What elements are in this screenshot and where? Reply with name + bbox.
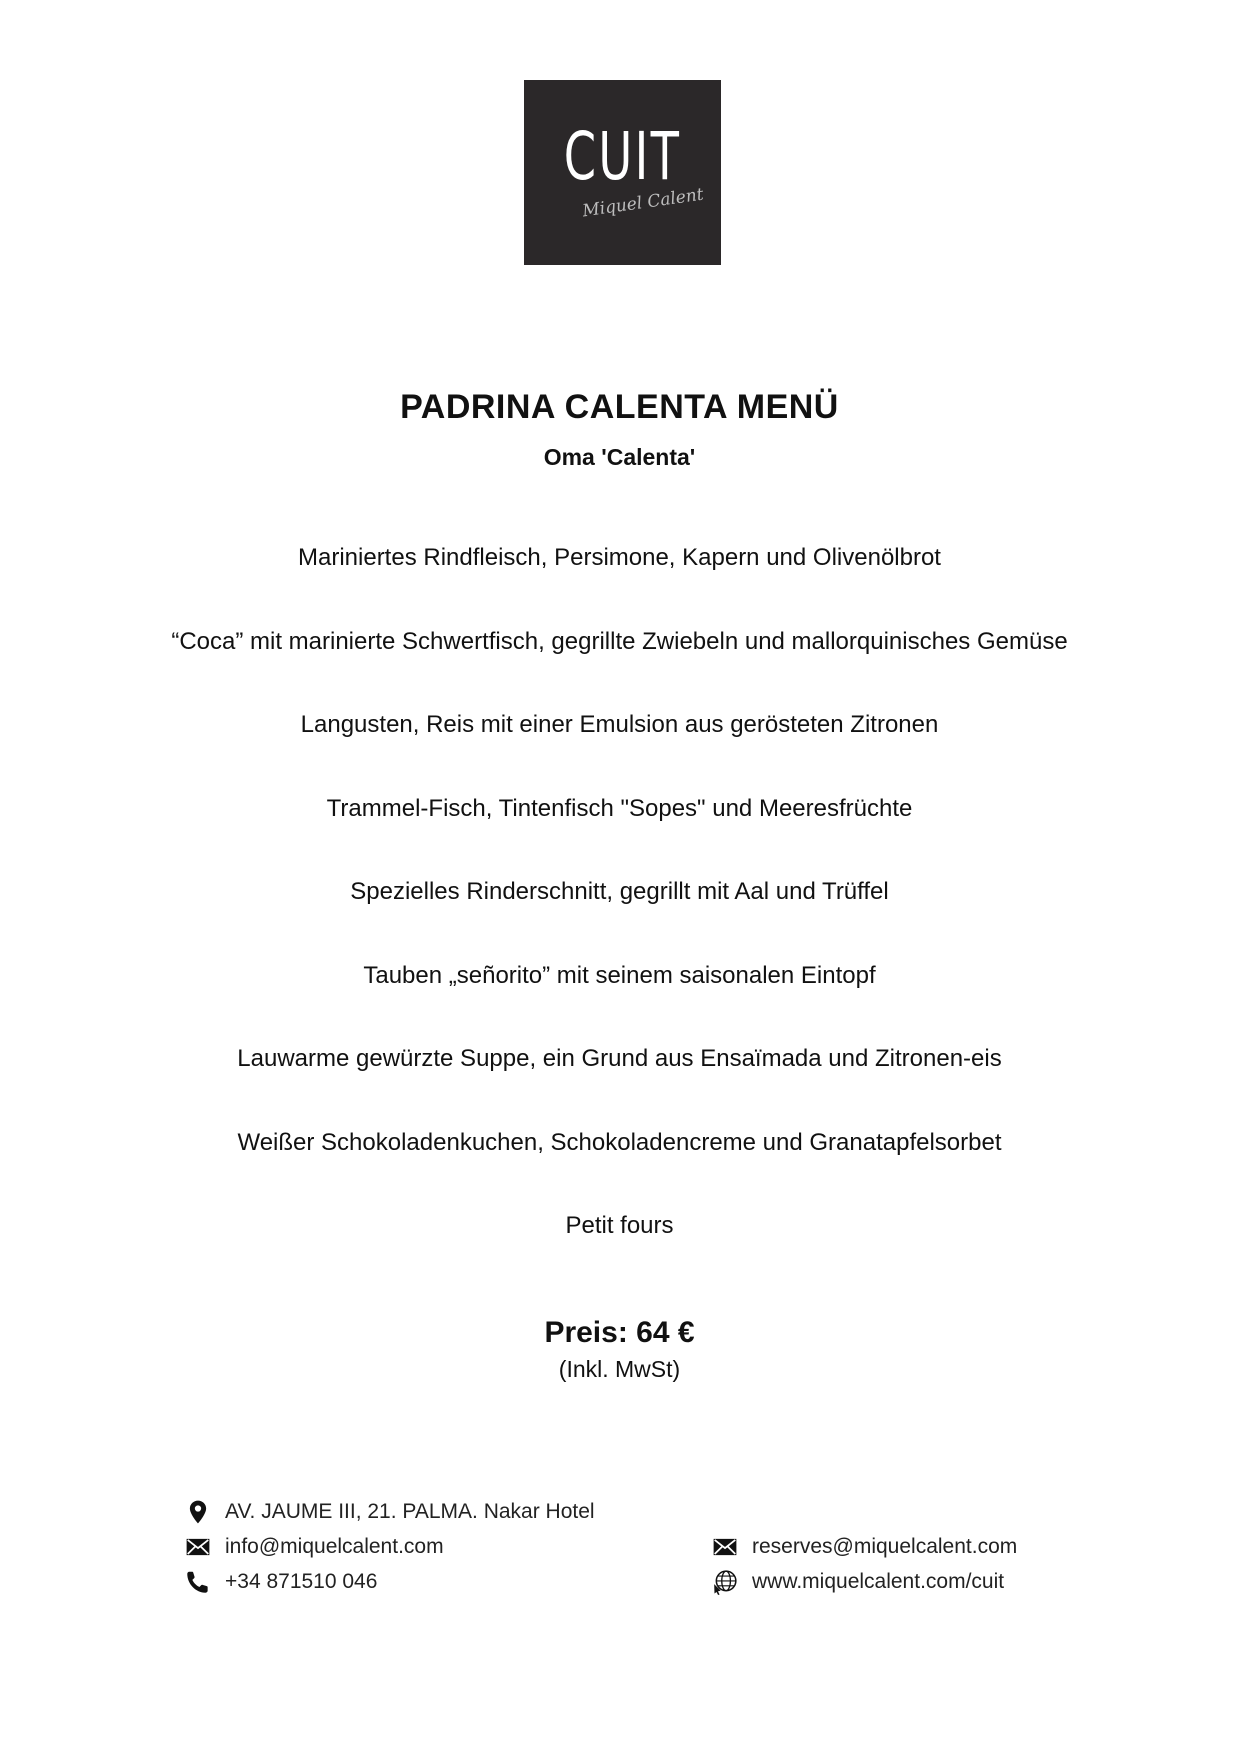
address-line <box>185 1497 595 1527</box>
menu-subtitle: Oma 'Calenta' <box>543 444 696 470</box>
location-pin-icon <box>185 1499 211 1525</box>
logo-wordmark: CUIT <box>563 118 682 195</box>
menu-title: PADRINA CALENTA MENÜ <box>400 388 839 426</box>
email-line <box>185 1532 444 1562</box>
envelope-icon <box>185 1534 211 1560</box>
course-item: Lauwarme gewürzte Suppe, ein Grund aus Ensaïmada und Zitronen-eis <box>237 1045 1002 1072</box>
phone-link[interactable]: +34 871510 046 <box>225 1570 378 1593</box>
course-list <box>0 541 1239 1293</box>
course-item: Spezielles Rinderschnitt, gegrillt mit Aal und Trüffel <box>350 878 889 905</box>
course-item: Langusten, Reis mit einer Emulsion aus gerösteten Zitronen <box>300 711 939 738</box>
course-item: Trammel-Fisch, Tintenfisch "Sopes" und Meeresfrüchte <box>326 794 913 822</box>
website-link[interactable]: www.miquelcalent.com/cuit <box>752 1570 1005 1593</box>
reservations-email-link[interactable]: reserves@miquelcalent.com <box>752 1535 1018 1558</box>
course-item: Petit fours <box>565 1212 674 1239</box>
tax-note: (Inkl. MwSt) <box>558 1356 681 1382</box>
cuit-logo <box>524 80 721 265</box>
course-item: Tauben „señorito” mit seinem saisonalen Eintopf <box>363 961 876 989</box>
email-link[interactable]: info@miquelcalent.com <box>225 1535 444 1558</box>
reservations-line <box>712 1532 1017 1562</box>
course-item: Mariniertes Rindfleisch, Persimone, Kapern und Olivenölbrot <box>298 544 941 571</box>
course-item: Weißer Schokoladenkuchen, Schokoladencreme und Granatapfelsorbet <box>237 1128 1002 1156</box>
phone-icon <box>185 1569 211 1595</box>
menu-price: Preis: 64 € <box>544 1316 695 1349</box>
address-text: AV. JAUME III, 21. PALMA. Nakar Hotel <box>225 1500 595 1523</box>
course-item: “Coca” mit marinierte Schwertfisch, gegrillte Zwiebeln und mallorquinisches Gemüse <box>171 627 1068 655</box>
logo-signature: Miquel Calent <box>581 184 705 222</box>
phone-line <box>185 1567 377 1597</box>
globe-cursor-icon <box>712 1569 738 1595</box>
website-line <box>712 1567 1004 1597</box>
envelope-icon <box>712 1534 738 1560</box>
